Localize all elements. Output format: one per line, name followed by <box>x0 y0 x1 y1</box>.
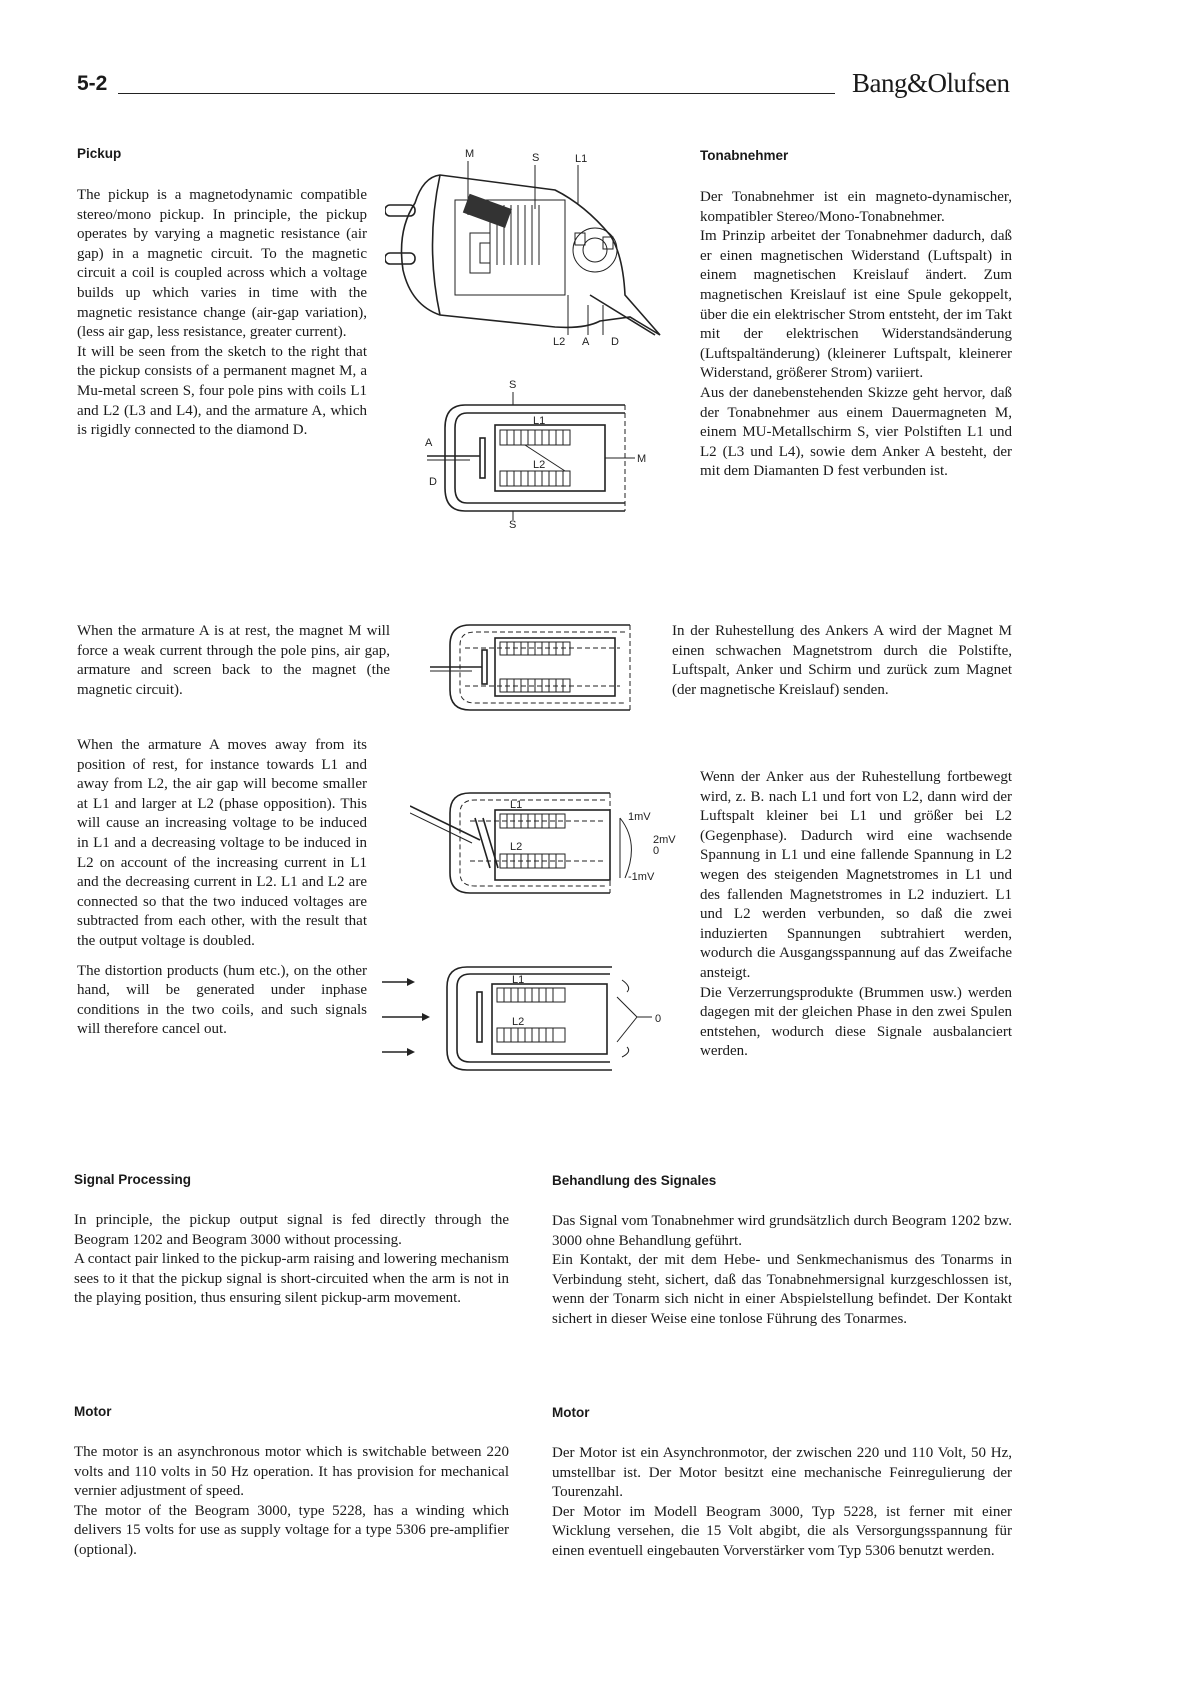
paragraph: The motor of the Beogram 3000, type 5228, has a winding which delivers 15 volts for use as supply voltage for a type 5306 pre-amplifier (optional). <box>74 1502 509 1558</box>
rest-position-figure <box>430 620 660 720</box>
header-rule <box>118 93 835 94</box>
paragraph: The distortion products (hum etc.), on the other hand, will be generated under inphase conditions in the two coils, and such signals will therefore cancel out. <box>77 962 367 1038</box>
brand-logo: Bang&Olufsen <box>852 68 1010 98</box>
cartridge-cutaway-figure <box>385 145 675 370</box>
paragraph: Ein Kontakt, der mit dem Hebe- und Senkmechanismus des Tonarms in Verbindung steht, sichert, daß das Tonabnehmersignal kurzgeschlossen ist, wenn der Tonarm sich nicht in einer Abspielstellung befindet. Der Kontakt sichert in dieser Weise eine tonlose Führung des Tonarmes. <box>552 1252 1012 1327</box>
label-0: 0 <box>655 1013 662 1025</box>
label-s: S <box>532 152 540 164</box>
label-l1: L1 <box>512 974 525 986</box>
paragraph: When the armature A moves away from its position of rest, for instance towards L1 and away from L2, the air gap will become smaller at L1 and larger at L2 (phase opposition). This will cause an increasing voltage to be induced in L1 and a decreasing voltage to be induced in L2 on account of the increasing current in L1 and the decreasing current in L2. L1 and L2 are connected so that the two induced voltages are subtracted from each other, with the result that the output voltage is doubled. <box>77 737 367 949</box>
label-s-top: S <box>509 379 517 391</box>
label-l2: L2 <box>510 841 523 853</box>
heading-pickup-de: Tonabnehmer <box>700 148 789 163</box>
rest-text-de <box>672 622 1012 700</box>
label-m: M <box>637 453 647 465</box>
paragraph: It will be seen from the sketch to the right that the pickup consists of a permanent magnet M, a Mu-metal screen S, four pole pins with coils L1 and L2 (L3 and L4), and the armature A, which is rigidly connected to the diamond D. <box>77 343 367 439</box>
armature-moved-figure <box>410 788 680 903</box>
paragraph: A contact pair linked to the pickup-arm raising and lowering mechanism sees to it that the pickup signal is short-circuited when the arm is not in the playing position, thus ensuring silent pickup-arm movement. <box>74 1251 509 1307</box>
label-m: M <box>465 148 475 160</box>
paragraph: The pickup is a magnetodynamic compatible stereo/mono pickup. In principle, the pickup operates by varying a magnetic resistance (air gap) in a magnetic circuit. To the magnetic circuit a coil is coupled across which a voltage builds up which varies in time with the magnetic resistance change (air-gap variation), (less air gap, less resistance, greater current). <box>77 187 367 341</box>
label-s-bottom: S <box>509 519 517 528</box>
paragraph: In principle, the pickup output signal is fed directly through the Beogram 1202 and Beogram 3000 without processing. <box>74 1212 509 1248</box>
paragraph: Wenn der Anker aus der Ruhestellung fortbewegt wird, z. B. nach L1 und fort von L2, dann wird der Luftspalt kleiner bei L1 und größer bei L2 (Gegenphase). Dadurch wird eine wachsende Spannung in L1 und eine fallende Spannung in L2 wegen des steigenden Magnetstromes in L1 und des fallenden Magnetstromes in L2 induziert. L1 und L2 werden verbunden, so daß die zwei induzierten Spannungen subtrahiert werden, wodurch die Ausgangsspannung auf das Zweifache ansteigt. <box>700 769 1012 981</box>
heading-signal-en: Signal Processing <box>74 1172 192 1187</box>
pickup-section-figure <box>425 378 655 528</box>
paragraph: Aus der danebenstehenden Skizze geht hervor, daß der Tonabnehmer aus einem Dauermagneten M, einem MU-Metallschirm S, vier Polstiften L1 und L2 (L3 und L4), sowie dem Anker A besteht, der mit dem Diamanten D fest verbunden ist. <box>700 384 1012 480</box>
label-minus-1mv: -1mV <box>628 871 655 883</box>
label-l1: L1 <box>533 415 546 427</box>
heading-pickup-en: Pickup <box>77 146 122 161</box>
motion-text-de <box>700 768 1012 1062</box>
label-l2: L2 <box>533 459 546 471</box>
pickup-text-de <box>700 188 1012 482</box>
page-number: 5-2 <box>77 72 108 95</box>
paragraph: Im Prinzip arbeitet der Tonabnehmer dadurch, daß er einen magnetischen Widerstand (Luftspalt) in einem magnetischen Kreislauf ändert. Zum magnetischen Kreislauf ist eine Spule gekoppelt, über die ein elektrischer Strom entsteht, der im Takt mit der elektrischen Widerstandsänderung (Luftspaltänderung) (kleinerer Luftspalt, kleinerer Widerstand, größerer Strom) variiert. <box>700 228 1012 382</box>
heading-motor-de: Motor <box>552 1405 590 1420</box>
pickup-text-en <box>77 186 367 441</box>
heading-motor-en: Motor <box>74 1404 112 1419</box>
label-2mv: 2mV <box>653 834 676 846</box>
label-1mv: 1mV <box>628 811 651 823</box>
motor-text-de <box>552 1444 1012 1562</box>
label-a: A <box>425 437 433 449</box>
paragraph: Die Verzerrungsprodukte (Brummen usw.) werden dagegen mit der gleichen Phase in den zwei Spulen entstehen, wodurch diese Signale ausbalanciert werden. <box>700 984 1012 1060</box>
label-d: D <box>429 476 437 488</box>
signal-text-en <box>74 1211 509 1309</box>
paragraph: Der Tonabnehmer ist ein magneto-dynamischer, kompatibler Stereo/Mono-Tonabnehmer. <box>700 189 1012 225</box>
label-0: 0 <box>653 845 660 857</box>
label-l1: L1 <box>575 153 588 165</box>
hum-cancel-figure <box>382 962 682 1077</box>
motion-text-en <box>77 736 367 1040</box>
label-l2: L2 <box>553 336 566 348</box>
signal-text-de <box>552 1212 1012 1330</box>
paragraph: When the armature A is at rest, the magnet M will force a weak current through the pole pins, air gap, armature and screen back to the magnet (the magnetic circuit). <box>77 623 390 698</box>
paragraph: Der Motor im Modell Beogram 3000, Typ 5228, ist ferner mit einer Wicklung versehen, die 15 Volt abgibt, die als Versorgungsspannung für einen eventuell eingebauten Vorverstärker vom Typ 5306 benutzt werden. <box>552 1503 1012 1559</box>
paragraph: The motor is an asynchronous motor which is switchable between 220 volts and 110 volts in 50 Hz operation. It has provision for mechanical vernier adjustment of speed. <box>74 1444 509 1500</box>
heading-signal-de: Behandlung des Signales <box>552 1173 717 1188</box>
label-a: A <box>582 336 590 348</box>
label-d: D <box>611 336 619 348</box>
paragraph: Das Signal vom Tonabnehmer wird grundsätzlich durch Beogram 1202 bzw. 3000 ohne Behandlung geführt. <box>552 1213 1012 1249</box>
paragraph: Der Motor ist ein Asynchronmotor, der zwischen 220 und 110 Volt, 50 Hz, umstellbar ist. Der Motor besitzt eine mechanische Feinregulierung der Tourenzahl. <box>552 1445 1012 1501</box>
motor-text-en <box>74 1443 509 1561</box>
rest-text-en <box>77 622 390 700</box>
label-l2: L2 <box>512 1016 525 1028</box>
label-l1: L1 <box>510 799 523 811</box>
paragraph: In der Ruhestellung des Ankers A wird der Magnet M einen schwachen Magnetstrom durch die Polstifte, Luftspalt, Anker und Schirm und zurück zum Magnet (der magnetische Kreislauf) senden. <box>672 623 1012 698</box>
